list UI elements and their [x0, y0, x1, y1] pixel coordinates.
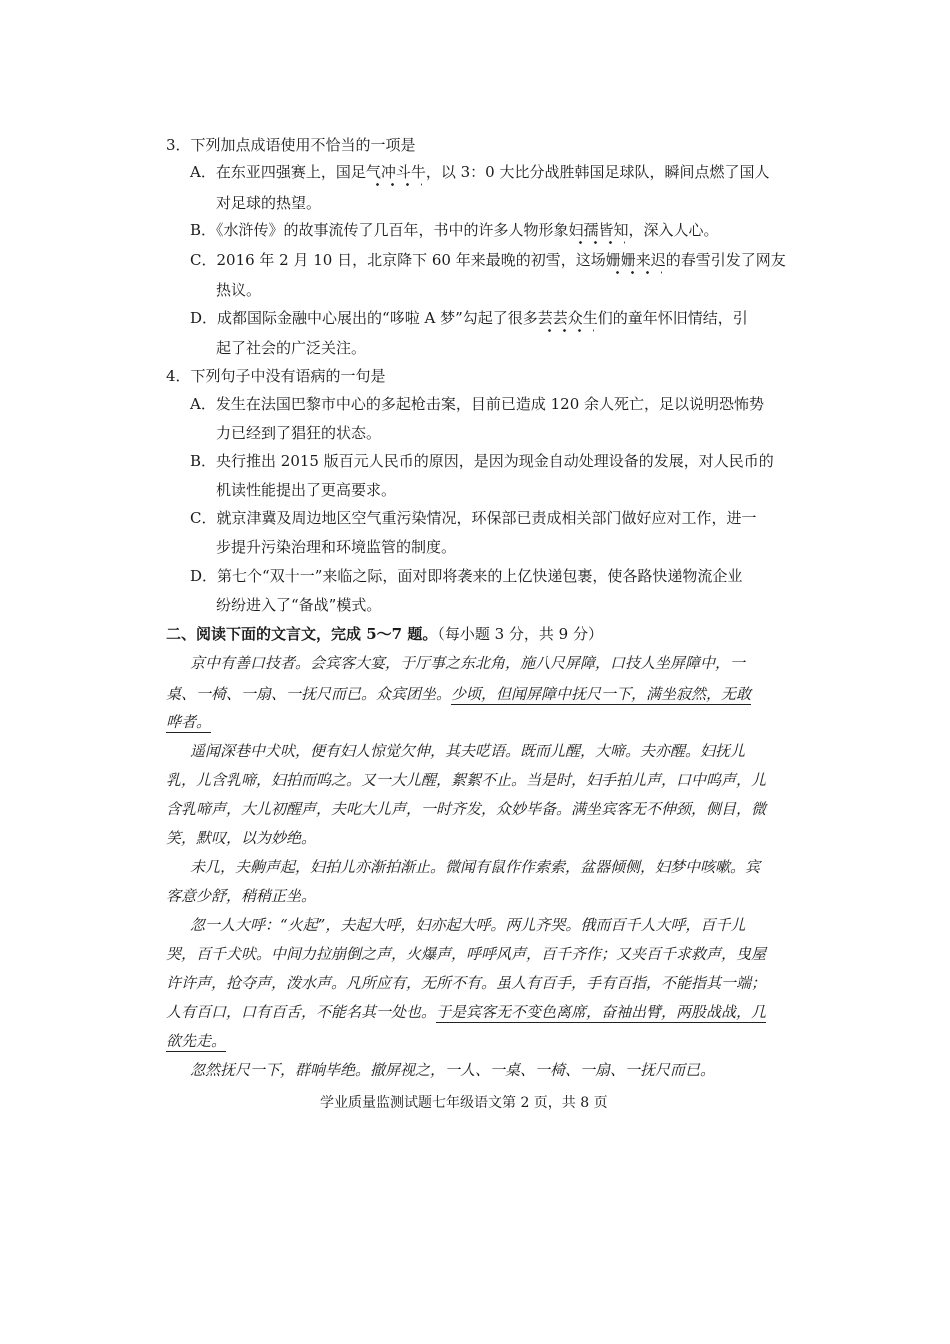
- q3-option-c-line1: [190, 250, 786, 270]
- q3-c-text-post: 的春雪引发了网友: [665, 251, 786, 269]
- passage-underlined-sentence-1: 少顷，但闻屏障中抚尺一下，满坐寂然，无敢: [451, 685, 752, 703]
- q3-a-text-pre: A．在东亚四强赛上，国足: [190, 163, 366, 181]
- q4-option-b-line2: 机读性能提出了更高要求。: [216, 481, 397, 499]
- section2-note: （每小题 3 分，共 9 分）: [437, 625, 603, 643]
- passage-p1-line3: [166, 712, 211, 732]
- q4-stem: 4．下列句子中没有语病的一句是: [166, 367, 386, 385]
- passage-p2-line2: 乳，儿含乳啼，妇拍而呜之。又一大儿醒，絮絮不止。当是时，妇手拍儿声，口中呜声，儿: [166, 771, 767, 789]
- q3-d-text-post: 们的童年怀旧情结，引: [597, 309, 748, 327]
- q4-option-a-line1: A．发生在法国巴黎市中心的多起枪击案，目前已造成 120 余人死亡，足以说明恐怖势: [190, 395, 765, 413]
- q4-option-d-line2: 纷纷进入了“备战”模式。: [216, 596, 382, 614]
- q3-option-d-line1: [190, 308, 748, 328]
- section2-heading: [166, 624, 603, 644]
- passage-p1-line2: [166, 684, 751, 704]
- passage-p4-line2: 哭，百千犬吠。中间力拉崩倒之声，火爆声，呼呼风声，百千齐作；又夹百千求救声，曳屋: [166, 945, 767, 963]
- q3-stem: 3．下列加点成语使用不恰当的一项是: [166, 136, 416, 154]
- passage-p1-line1: 京中有善口技者。会宾客大宴，于厅事之东北角，施八尺屏障，口技人坐屏障中，一: [190, 654, 746, 672]
- passage-p4-line1: 忽一人大呼：“火起”，夫起大呼，妇亦起大呼。两儿齐哭。俄而百千人大呼，百千儿: [190, 916, 746, 934]
- q4-option-d-line1: D．第七个“双十一”来临之际，面对即将袭来的上亿快递包裹，使各路快递物流企业: [190, 567, 743, 585]
- q4-option-a-line2: 力已经到了猖狂的状态。: [216, 424, 382, 442]
- q3-c-idiom: 姗姗来迟: [605, 251, 666, 269]
- passage-p4-line3: 许许声，抢夺声，泼水声。凡所应有，无所不有。虽人有百手，手有百指，不能指其一端；: [166, 974, 767, 992]
- q3-option-a-line1: [190, 162, 770, 182]
- q3-d-idiom: 芸芸众生: [537, 309, 598, 327]
- passage-p3-line2: 客意少舒，稍稍正坐。: [166, 887, 317, 905]
- q4-option-c-line2: 步提升污染治理和环境监管的制度。: [216, 538, 457, 556]
- passage-p5-line1: 忽然抚尺一下，群响毕绝。撤屏视之，一人、一桌、一椅、一扇、一抚尺而已。: [190, 1061, 716, 1079]
- passage-p1-line2-text: 桌、一椅、一扇、一抚尺而已。众宾团坐。: [166, 685, 452, 703]
- q3-c-text-pre: C．2016 年 2 月 10 日，北京降下 60 年来最晚的初雪，这场: [190, 251, 606, 269]
- passage-underlined-sentence-2-end: 欲先走。: [166, 1032, 227, 1050]
- q3-option-d-line2: 起了社会的广泛关注。: [216, 339, 367, 357]
- page-footer: 学业质量监测试题七年级语文第 2 页，共 8 页: [320, 1095, 608, 1111]
- q3-a-text-post: ，以 3：0 大比分战胜韩国足球队，瞬间点燃了国人: [425, 163, 770, 181]
- q3-option-c-line2: 热议。: [216, 281, 262, 299]
- passage-underlined-sentence-2: 于是宾客无不变色离席，奋袖出臂，两股战战，几: [436, 1003, 767, 1021]
- q3-d-text-pre: D．成都国际金融中心展出的“哆啦 A 梦”勾起了很多: [190, 309, 538, 327]
- q3-b-idiom: 妇孺皆知: [568, 221, 629, 239]
- passage-p2-line4: 笑，默叹，以为妙绝。: [166, 829, 317, 847]
- q3-option-a-line2: 对足球的热望。: [216, 194, 322, 212]
- passage-p2-line1: 遥闻深巷中犬吠，便有妇人惊觉欠伸，其夫呓语。既而儿醒，大啼。夫亦醒。妇抚儿: [190, 742, 746, 760]
- q4-option-c-line1: C．就京津冀及周边地区空气重污染情况，环保部已责成相关部门做好应对工作，进一: [190, 509, 757, 527]
- q4-option-b-line1: B．央行推出 2015 版百元人民币的原因，是因为现金自动处理设备的发展，对人民币的: [190, 452, 774, 470]
- passage-p2-line3: 含乳啼声，大儿初醒声，夫叱大儿声，一时齐发，众妙毕备。满坐宾客无不伸颈，侧目，微: [166, 800, 767, 818]
- passage-p3-line1: 未几，夫齁声起，妇拍儿亦渐拍渐止。微闻有鼠作作索索，盆器倾侧，妇梦中咳嗽。宾: [190, 858, 761, 876]
- q3-b-text-post: ，深入人心。: [628, 221, 719, 239]
- q3-a-idiom: 气冲斗牛: [365, 163, 426, 181]
- passage-underlined-sentence-1-end: 哗者。: [166, 713, 212, 731]
- q3-option-b: [190, 220, 719, 240]
- passage-p4-line4: [166, 1002, 766, 1022]
- q3-b-text-pre: B．《水浒传》的故事流传了几百年，书中的许多人物形象: [190, 221, 569, 239]
- section2-title: 二、阅读下面的文言文，完成 5～7 题。: [166, 625, 438, 643]
- passage-p4-line5: [166, 1031, 226, 1051]
- passage-p4-line4-text: 人有百口，口有百舌，不能名其一处也。: [166, 1003, 437, 1021]
